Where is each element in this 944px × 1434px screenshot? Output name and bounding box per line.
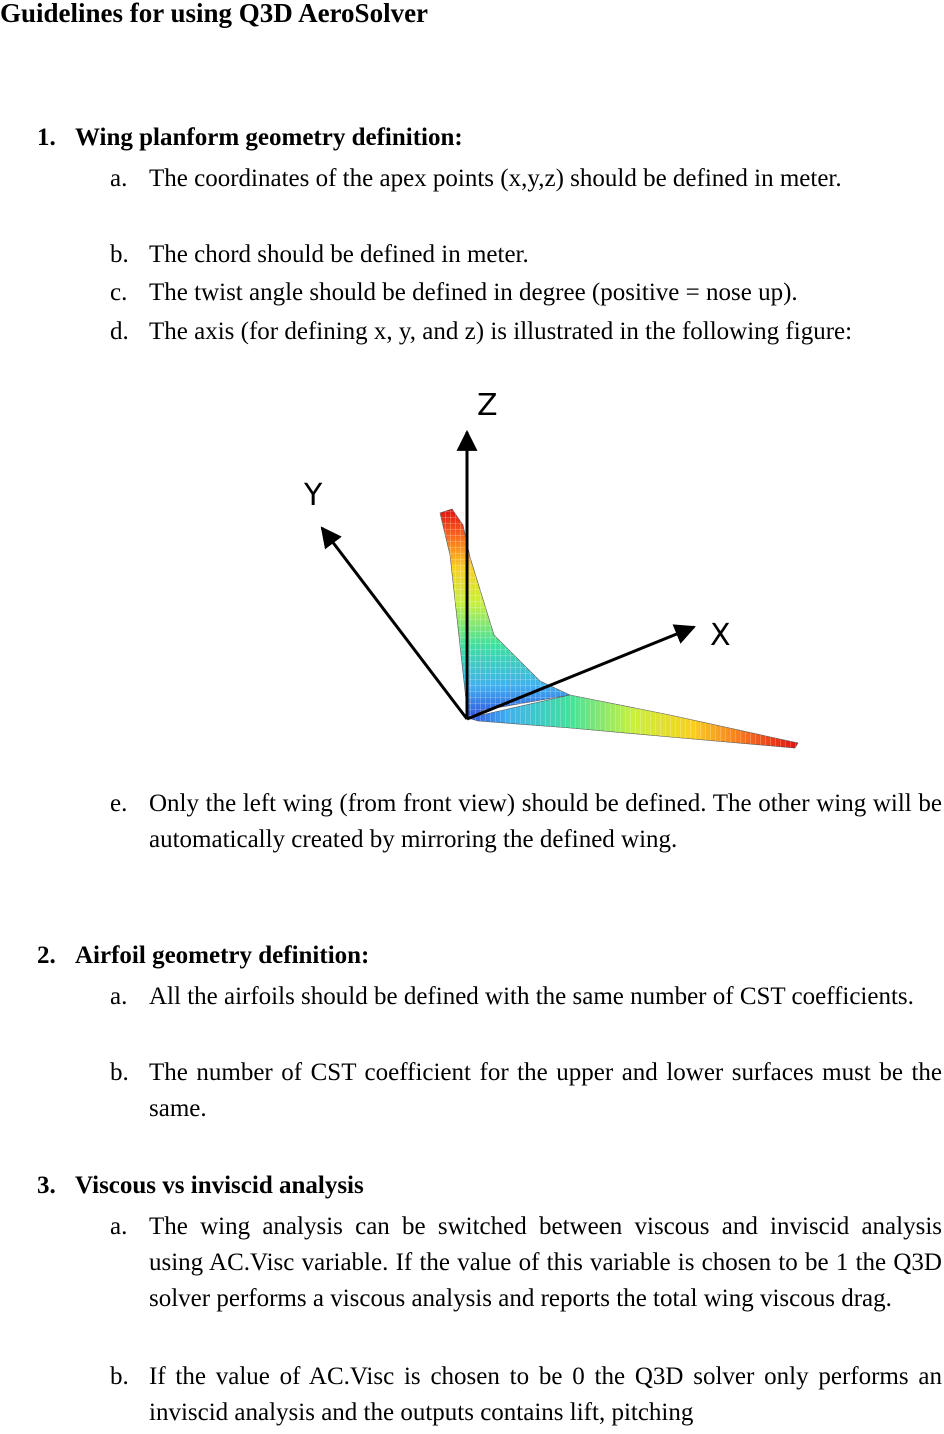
- section-number: 2.: [37, 942, 56, 969]
- section-title: Viscous vs inviscid analysis: [75, 1172, 364, 1199]
- y-axis-arrow: [322, 528, 467, 719]
- item-letter: b.: [110, 1363, 129, 1390]
- item-text: The chord should be defined in meter.: [149, 241, 529, 268]
- item-text: The number of CST coefficient for the upper and lower surfaces must be the same.: [149, 1059, 942, 1122]
- list-item-1b: [110, 237, 942, 273]
- item-letter: a.: [110, 1213, 128, 1240]
- list-item-1c: [110, 275, 942, 311]
- list-item-1d: [110, 314, 942, 350]
- z-axis-label: Z: [477, 388, 498, 423]
- y-axis-label: Y: [304, 478, 323, 513]
- item-text: If the value of AC.Visc is chosen to be 0 the Q3D solver only performs an inviscid analysis and the outputs contains lift, pitching: [149, 1363, 942, 1426]
- section-number: 3.: [37, 1172, 56, 1199]
- item-text: The wing analysis can be switched between viscous and inviscid analysis using AC.Visc variable. If the value of this variable is chosen to be 1 the Q3D solver performs a viscous analysis and reports the total wing viscous drag.: [149, 1213, 942, 1312]
- item-letter: a.: [110, 165, 128, 192]
- item-text: The axis (for defining x, y, and z) is illustrated in the following figure:: [149, 318, 853, 345]
- list-item-2a: [110, 979, 942, 1015]
- wing-axes-figure: [270, 385, 830, 765]
- item-letter: c.: [110, 279, 128, 306]
- page-title: Guidelines for using Q3D AeroSolver: [0, 0, 429, 28]
- list-item-2b: [110, 1055, 942, 1127]
- item-text: Only the left wing (from front view) should be defined. The other wing will be automatically created by mirroring the defined wing.: [149, 790, 942, 853]
- item-letter: b.: [110, 1059, 129, 1086]
- list-item-3a: [110, 1209, 942, 1317]
- section-title: Wing planform geometry definition:: [75, 124, 463, 151]
- x-axis-label: X: [710, 618, 731, 653]
- list-item-3b: [110, 1359, 942, 1431]
- item-text: The twist angle should be defined in degree (positive = nose up).: [149, 279, 798, 306]
- section-1-heading: [37, 124, 463, 152]
- list-item-1e: [110, 786, 942, 858]
- item-letter: d.: [110, 318, 129, 345]
- section-3-heading: [37, 1172, 364, 1200]
- item-letter: e.: [110, 790, 128, 817]
- item-text: All the airfoils should be defined with the same number of CST coefficients.: [149, 983, 914, 1010]
- section-title: Airfoil geometry definition:: [75, 942, 370, 969]
- wing-axes-svg: [270, 385, 830, 765]
- item-letter: b.: [110, 241, 129, 268]
- item-letter: a.: [110, 983, 128, 1010]
- section-number: 1.: [37, 124, 56, 151]
- list-item-1a: [110, 161, 942, 197]
- item-text: The coordinates of the apex points (x,y,z) should be defined in meter.: [149, 165, 842, 192]
- section-2-heading: [37, 942, 369, 970]
